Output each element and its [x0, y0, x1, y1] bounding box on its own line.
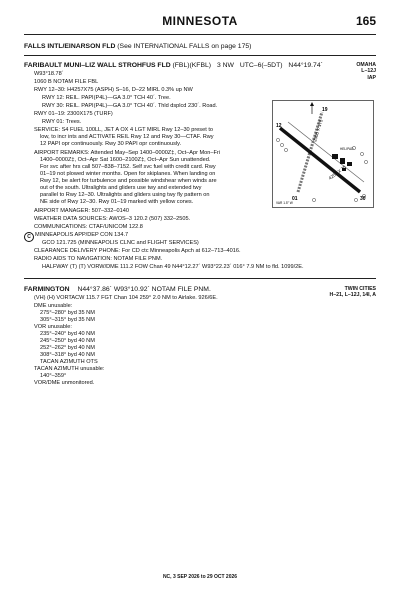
falls-name: FALLS INTL/EINARSON FLD [24, 43, 116, 50]
farmington-side-city: TWIN CITIES [344, 286, 376, 292]
rwy-01-19: RWY 01–19: 2300X175 (TURF) [34, 111, 113, 117]
faribault-side-iap: IAP [367, 74, 376, 81]
farmington-line: DME unusable: [34, 303, 73, 309]
farmington-line: 305°–315° byd 35 NM [40, 317, 95, 323]
page-number: 165 [355, 14, 376, 28]
farmington-name: FARMINGTON [24, 286, 70, 293]
hangar [347, 162, 352, 166]
weather-data: WEATHER DATA SOURCES: AWOS–3 120.2 (507) 332–2505. [34, 216, 191, 222]
variation-label: VAR 1.5° W [276, 201, 293, 205]
runway-end-12: 12 [276, 123, 282, 129]
farmington-vortac: (VH) (H) VORTACW 115.7 FGT Chan 104 259° 2.0 NM to Airlake. 926/6E. [34, 295, 218, 301]
taxiway [288, 122, 364, 182]
runway-01-19-dims: 2300 X 175 [312, 118, 324, 143]
farmington-line: 308°–318° byd 40 NM [40, 352, 95, 358]
rwy-30: RWY 30: REIL. PAPI(P4L)—GA 3.0° TCH 40´. Thld dsplcd 230´. Road. [42, 103, 218, 109]
runway-end-01: 01 [292, 196, 298, 202]
remarks-line-7: parallel to Rwy 12–30. Ultralights and gliders using twy fly pattern on [40, 192, 210, 198]
falls-note: (See INTERNATIONAL FALLS on page 175) [117, 43, 252, 50]
helipad-label: HELIPAD [340, 147, 354, 151]
runway-12-30 [280, 128, 360, 192]
north-arrow-head-icon [310, 102, 314, 106]
service-line-2: low, to incr ints and ACTIVATE REIL Rwy 12 and Rwy 30—CTAF. Rwy [40, 134, 214, 140]
remarks-line-1: AIRPORT REMARKS: Attended May–Sep 1400–0000Z‡, Oct–Apr Mon–Fri [34, 150, 221, 156]
halfway-vor: HALFWAY (T) (T) VORW/DME 111.2 FOW Chan 49 N44°12.27´ W93°22.23´ 016° 7.9 NM to fld. 1099/2E. [42, 264, 304, 270]
farmington-line: 275°–280° byd 35 NM [40, 310, 95, 316]
remarks-line-2: 1400–0000Z‡, Oct–Apr Sat 1600–2100Z‡, Oct–Apr Sun unattended. [40, 157, 211, 163]
runway-end-19: 19 [322, 107, 328, 113]
ctaf-symbol: C [24, 232, 34, 242]
falls-entry [24, 43, 251, 50]
hangar [340, 158, 345, 164]
faribault-utc: UTC–6(–5DT) [239, 62, 283, 69]
page-header-state: MINNESOTA [162, 14, 238, 28]
tree-icon [276, 138, 279, 141]
farmington-line: 235°–240° byd 40 NM [40, 331, 95, 337]
radio-aids: RADIO AIDS TO NAVIGATION: NOTAM FILE PNM. [34, 256, 163, 262]
faribault-elev-line: 1060 B NOTAM FILE FBL [34, 79, 99, 85]
section-rule [24, 278, 376, 279]
remarks-line-6: out of the south. Ultralights and gliders use twy and extended twy [40, 185, 202, 191]
faribault-title [24, 62, 323, 69]
remarks-line-3: For svc after hrs call 507–838–7152. Self svc fuel with credit card. Rwy [40, 164, 216, 170]
rwy-01: RWY 01: Trees. [42, 119, 82, 125]
runway-end-30: 30 [360, 196, 366, 202]
tree-icon [312, 198, 315, 201]
tree-icon [364, 160, 367, 163]
faribault-lon: W93°18.78´ [34, 71, 64, 77]
header-rule [24, 34, 376, 35]
farmington-line: VOR unusable: [34, 324, 72, 330]
faribault-side-city: OMAHA [356, 62, 376, 68]
remarks-line-5: Rwy 12, be alert for turbulence and possible windshear when winds are [40, 178, 217, 184]
faribault-side-labels [356, 62, 376, 81]
farmington-line: TACAN AZIMUTH OTS [40, 359, 98, 365]
section-rule [24, 55, 376, 56]
farmington-title [24, 286, 211, 293]
minneapolis-app: MINNEAPOLIS APP/DEP CON 134.7 [35, 232, 129, 238]
service-line-1: SERVICE: S4 FUEL 100LL, JET A OX 4 LGT MIRL Rwy 12–30 preset to [34, 127, 213, 133]
farmington-line: VOR/DME unmonitored. [34, 380, 95, 386]
farmington-side-labels [329, 286, 376, 299]
rwy-12: RWY 12: REIL. PAPI(P4L)—GA 3.0° TCH 40´. Tree. [42, 95, 171, 101]
farmington-line: TACAN AZIMUTH unusable: [34, 366, 105, 372]
faribault-lat: N44°19.74´ [288, 62, 323, 69]
farmington-side-chart: H–21, L–12J, 14I, A [329, 292, 376, 299]
runway-12-30-dims: 4257 X 75 [327, 164, 347, 181]
faribault-ident: (FBL)(KFBL) [172, 62, 212, 69]
farmington-line: 252°–262° byd 40 NM [40, 345, 95, 351]
tree-icon [360, 152, 363, 155]
tree-icon [284, 148, 287, 151]
airport-manager: AIRPORT MANAGER: 507–332–0140 [34, 208, 129, 214]
clearance-delivery: CLEARANCE DELIVERY PHONE: For CD ctc Minneapolis Apch at 612–713–4016. [34, 248, 241, 254]
service-line-3: 12 PAPI opr continuously. Rwy 30 PAPI opr continuously. [40, 141, 182, 147]
hangar [332, 154, 338, 159]
communications: COMMUNICATIONS: CTAF/UNICOM 122.8 [34, 224, 143, 230]
tree-icon [354, 198, 357, 201]
remarks-line-4: 01–19 not plowed winter months. Open for skiplanes. When landing on [40, 171, 216, 177]
farmington-line: 140°–359° [40, 373, 67, 379]
faribault-dist: 3 NW [216, 62, 234, 69]
airport-diagram [272, 100, 374, 208]
faribault-name: FARIBAULT MUNI–LIZ WALL STROHFUS FLD [24, 62, 171, 69]
tree-icon [280, 143, 283, 146]
farmington-line: 245°–250° byd 40 NM [40, 338, 95, 344]
remarks-line-8: NE side of Rwy 12–30. Rwy 01–19 marked with yellow cones. [40, 199, 194, 205]
rwy-12-30: RWY 12–30: H4257X75 (ASPH) S–16, D–22 MIRL 0.3% up NW [34, 87, 193, 93]
farmington-coords: N44°37.86´ W93°10.92´ NOTAM FILE PNM. [77, 286, 211, 293]
page-footer: NC, 3 SEP 2026 to 29 OCT 2026 [162, 574, 238, 580]
gco: GCO 121.725 (MINNEAPOLIS CLNC and FLIGHT SERVICES) [42, 240, 199, 246]
faribault-side-chart: L–12J [361, 68, 376, 75]
